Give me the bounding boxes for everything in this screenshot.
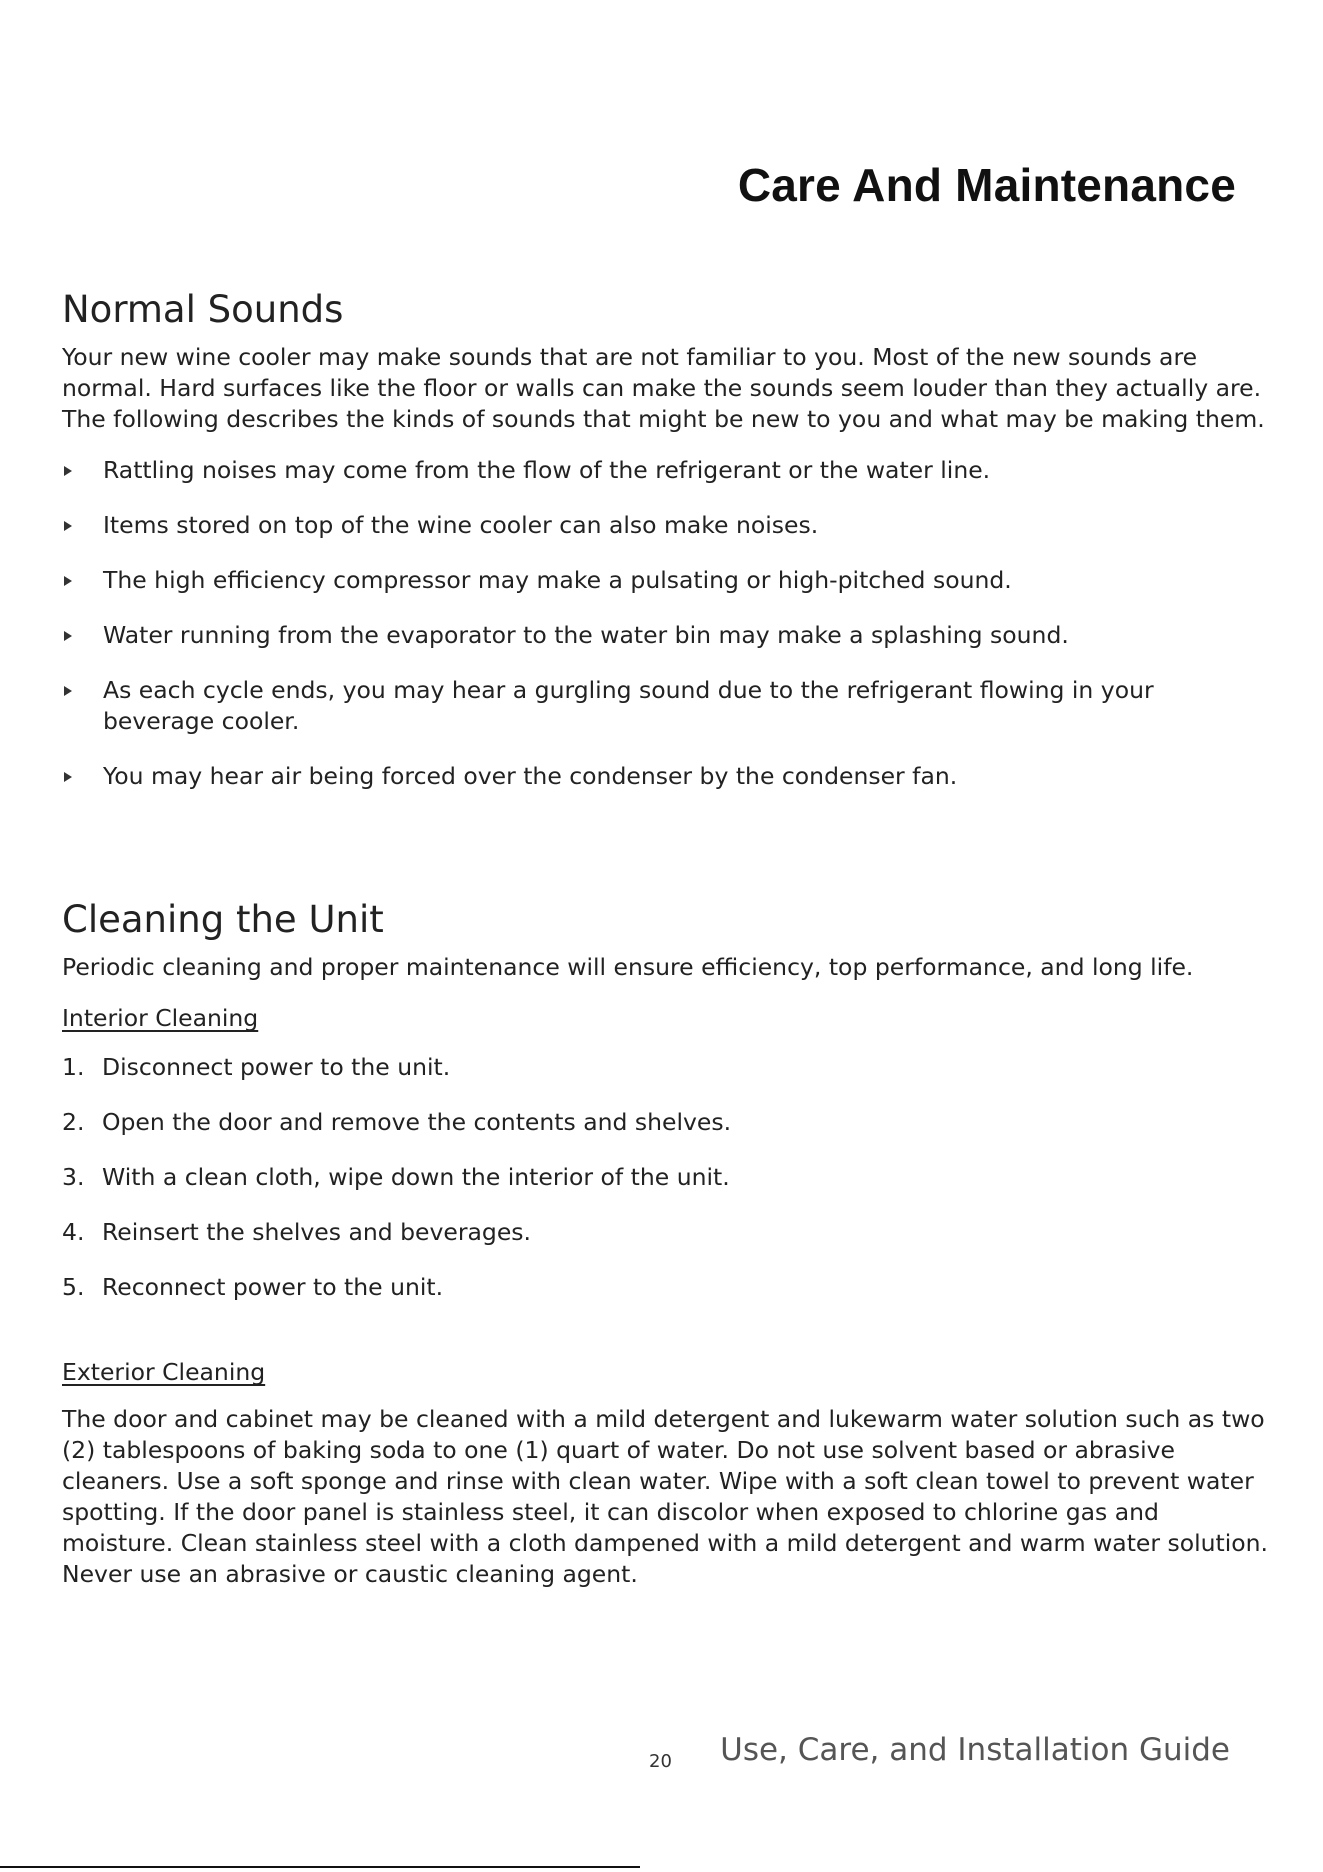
bottom-rule [0,1866,640,1868]
step-number: 5. [62,1273,85,1302]
step-item [62,1217,1272,1248]
interior-cleaning-steps [62,1052,1272,1303]
triangle-bullet-icon [64,772,72,782]
step-text: Reconnect power to the unit. [102,1273,444,1302]
step-number: 2. [62,1108,85,1137]
cleaning-section [62,898,1272,1590]
exterior-cleaning-heading: Exterior Cleaning [62,1358,266,1387]
step-number: 3. [62,1163,85,1192]
triangle-bullet-icon [64,466,72,476]
list-item-text: As each cycle ends, you may hear a gurgling sound due to the refrigerant flowing in your beverage cooler. [103,676,1154,736]
normal-sounds-section [62,288,1272,816]
list-item-text: Water running from the evaporator to the water bin may make a splashing sound. [103,621,1069,650]
triangle-bullet-icon [64,576,72,586]
step-text: Disconnect power to the unit. [102,1053,451,1082]
list-item-text: Items stored on top of the wine cooler can also make noises. [103,511,819,540]
page-number: 20 [649,1751,672,1772]
step-number: 1. [62,1053,85,1082]
exterior-cleaning-text: The door and cabinet may be cleaned with a mild detergent and lukewarm water solution such as two (2) tablespoons of baking soda to one (1) quart of water. Do not use solvent based or abrasive cleaners. Use a soft sponge and rinse with clean water. Wipe with a soft clean towel to prevent water spotting. If the door panel is stainless steel, it can discolor when exposed to chlorine gas and moisture. Clean stainless steel with a cloth dampened with a mild detergent and warm water solution. Never use an abrasive or caustic cleaning agent. [62,1405,1269,1589]
list-item [62,455,1193,486]
normal-sounds-intro: Your new wine cooler may make sounds that are not familiar to you. Most of the new sounds are normal. Hard surfaces like the floor or walls can make the sounds seem louder than they actually are. The following describes the kinds of sounds that might be new to you and what may be making them. [62,343,1265,434]
step-item [62,1272,1272,1303]
cleaning-heading: Cleaning the Unit [62,898,384,941]
list-item [62,510,1193,541]
guide-title: Use, Care, and Installation Guide [720,1732,1230,1768]
step-number: 4. [62,1218,85,1247]
step-text: Open the door and remove the contents and shelves. [102,1108,732,1137]
list-item [62,620,1193,651]
list-item-text: The high efficiency compressor may make a pulsating or high-pitched sound. [103,566,1012,595]
normal-sounds-list [62,455,1272,792]
step-item [62,1052,1272,1083]
interior-cleaning-heading: Interior Cleaning [62,1004,259,1033]
step-item [62,1107,1272,1138]
cleaning-intro: Periodic cleaning and proper maintenance will ensure efficiency, top performance, and long life. [62,953,1194,982]
list-item-text: Rattling noises may come from the flow of the refrigerant or the water line. [103,456,991,485]
list-item [62,761,1193,792]
page-title: Care And Maintenance [737,159,1236,211]
list-item [62,565,1193,596]
triangle-bullet-icon [64,686,72,696]
step-text: Reinsert the shelves and beverages. [102,1218,532,1247]
triangle-bullet-icon [64,521,72,531]
list-item-text: You may hear air being forced over the condenser by the condenser fan. [103,762,958,791]
list-item [62,675,1193,737]
step-text: With a clean cloth, wipe down the interior of the unit. [102,1163,730,1192]
triangle-bullet-icon [64,631,72,641]
step-item [62,1162,1272,1193]
normal-sounds-heading: Normal Sounds [62,288,344,331]
